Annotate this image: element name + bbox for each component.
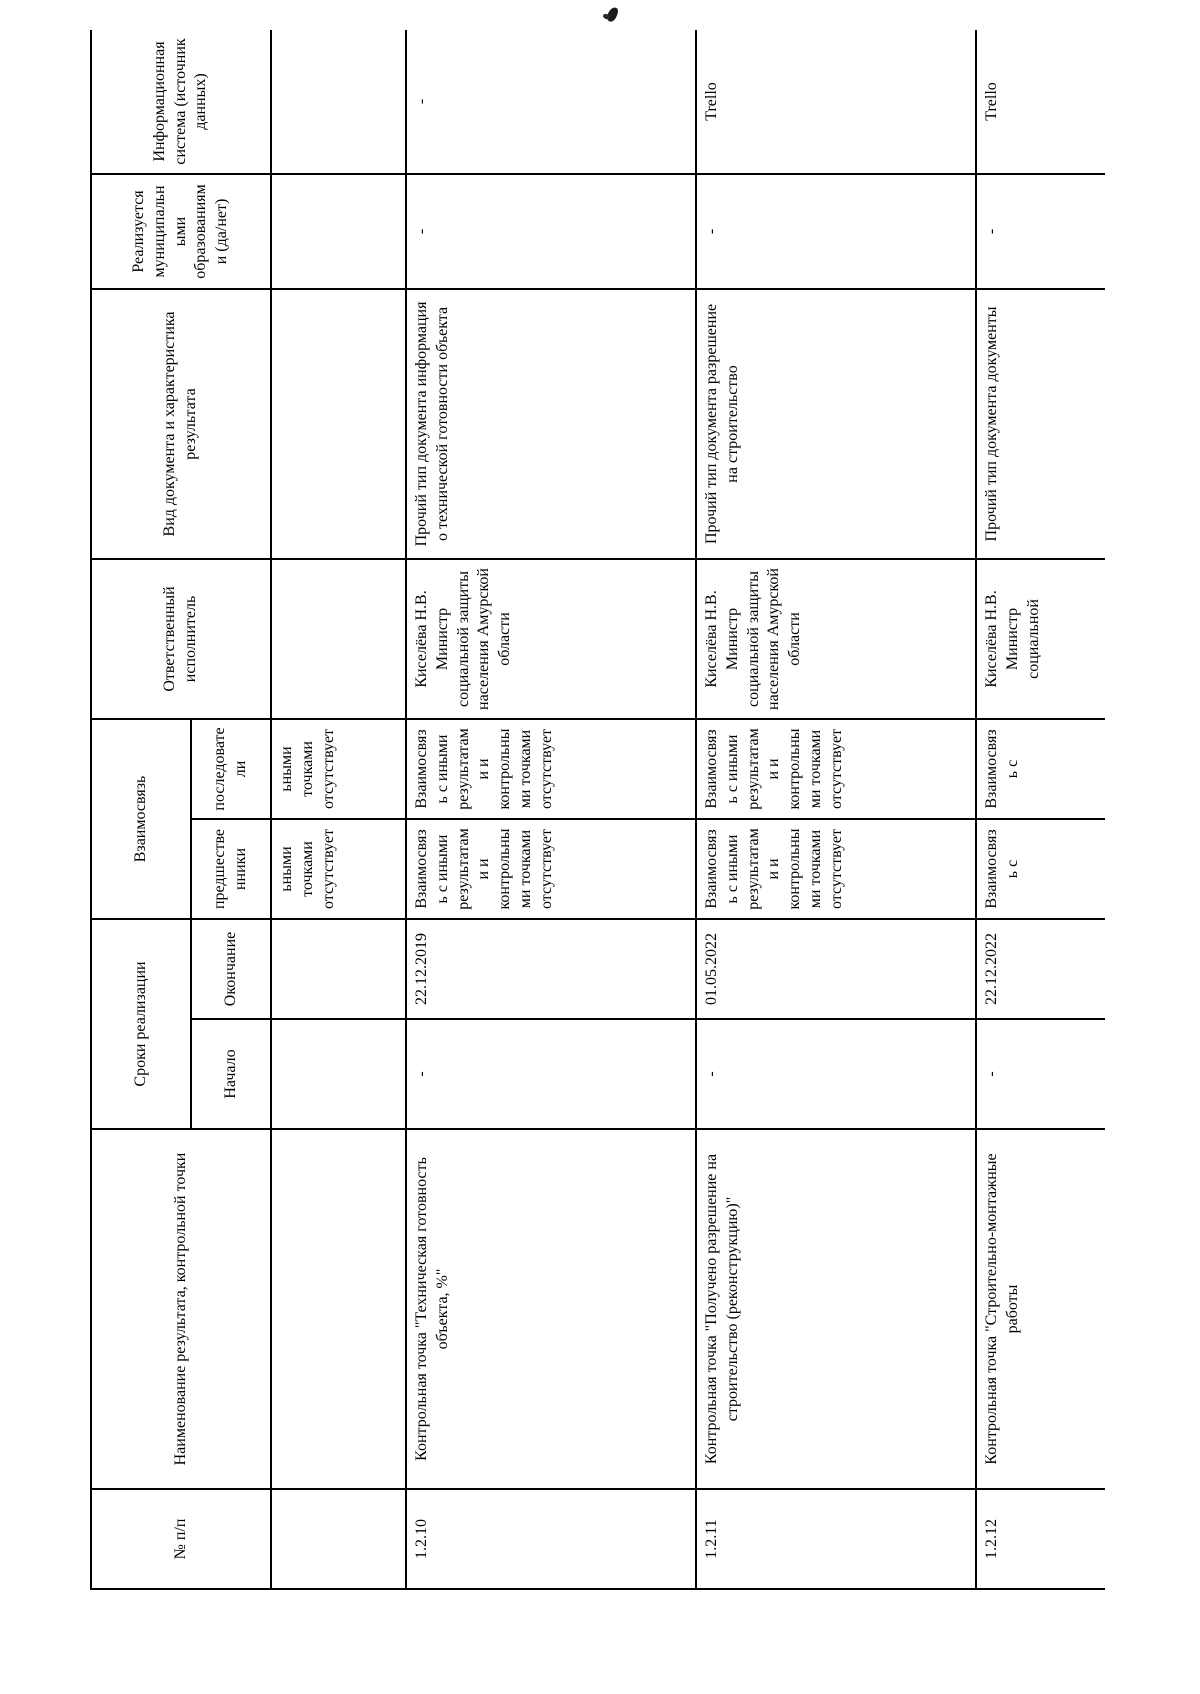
cell-predecessors: Взаимосвязь с иными результатами и контрольными точками отсутствует — [696, 819, 976, 919]
cell-num: 1.2.11 — [696, 1489, 976, 1589]
cell-municipal: - — [406, 174, 696, 289]
header-date-end: Окончание — [191, 919, 271, 1019]
cell-result-name: Контрольная точка "Получено разрешение на строительство (реконструкцию)" — [696, 1129, 976, 1489]
header-date-start: Начало — [191, 1019, 271, 1129]
cell-info-system: Trello — [696, 30, 976, 174]
header-successors: последователи — [191, 719, 271, 819]
cell-doc-type — [271, 289, 406, 559]
header-municipal: Реализуется муниципальными образованиями (да/нет) — [91, 174, 271, 289]
cell-successors: Взаимосвязь с — [976, 719, 1105, 819]
table-header-row-1 — [91, 30, 191, 1589]
cell-predecessors: ьными точками отсутствует — [271, 819, 406, 919]
header-relation-group: Взаимосвязь — [91, 719, 191, 919]
cell-responsible: Киселёва Н.В. Министр социальной — [976, 559, 1105, 719]
cell-responsible: Киселёва Н.В. Министр социальной защиты населения Амурской области — [406, 559, 696, 719]
cell-date-end — [271, 919, 406, 1019]
cell-successors: Взаимосвязь с иными результатами и контрольными точками отсутствует — [406, 719, 696, 819]
scan-smudge-mark — [606, 6, 620, 23]
cell-municipal: - — [976, 174, 1105, 289]
cell-municipal — [271, 174, 406, 289]
cell-doc-type: Прочий тип документа разрешение на строительство — [696, 289, 976, 559]
cell-num: 1.2.12 — [976, 1489, 1105, 1589]
cell-date-start — [271, 1019, 406, 1129]
rotated-table-wrapper — [90, 30, 1105, 1590]
cell-num — [271, 1489, 406, 1589]
table-row-continuation — [271, 30, 406, 1589]
cell-doc-type: Прочий тип документа информация о технической готовности объекта — [406, 289, 696, 559]
table-row-1-2-10 — [406, 30, 696, 1589]
cell-date-start: - — [976, 1019, 1105, 1129]
header-dates-group: Сроки реализации — [91, 919, 191, 1129]
cell-info-system — [271, 30, 406, 174]
header-result-name: Наименование результата, контрольной точки — [91, 1129, 271, 1489]
cell-info-system: - — [406, 30, 696, 174]
header-predecessors: предшественники — [191, 819, 271, 919]
cell-successors: ьными точками отсутствует — [271, 719, 406, 819]
cell-result-name — [271, 1129, 406, 1489]
cell-info-system: Trello — [976, 30, 1105, 174]
header-num: № п/п — [91, 1489, 271, 1589]
header-info-system: Информационная система (источник данных) — [91, 30, 271, 174]
cell-date-end: 22.12.2019 — [406, 919, 696, 1019]
cell-predecessors: Взаимосвязь с иными результатами и контрольными точками отсутствует — [406, 819, 696, 919]
cell-result-name: Контрольная точка "Строительно-монтажные работы — [976, 1129, 1105, 1489]
cell-date-end: 01.05.2022 — [696, 919, 976, 1019]
cell-responsible — [271, 559, 406, 719]
cell-date-start: - — [406, 1019, 696, 1129]
header-doc-type: Вид документа и характеристика результата — [91, 289, 271, 559]
header-responsible: Ответственный исполнитель — [91, 559, 271, 719]
cell-num: 1.2.10 — [406, 1489, 696, 1589]
cell-municipal: - — [696, 174, 976, 289]
cell-date-start: - — [696, 1019, 976, 1129]
cell-responsible: Киселёва Н.В. Министр социальной защиты населения Амурской области — [696, 559, 976, 719]
table-row-1-2-12 — [976, 30, 1105, 1589]
result-control-points-table — [90, 30, 1105, 1590]
cell-date-end: 22.12.2022 — [976, 919, 1105, 1019]
cell-doc-type: Прочий тип документа документы — [976, 289, 1105, 559]
cell-successors: Взаимосвязь с иными результатами и контрольными точками отсутствует — [696, 719, 976, 819]
table-row-1-2-11 — [696, 30, 976, 1589]
cell-result-name: Контрольная точка "Техническая готовность объекта, %" — [406, 1129, 696, 1489]
cell-predecessors: Взаимосвязь с — [976, 819, 1105, 919]
